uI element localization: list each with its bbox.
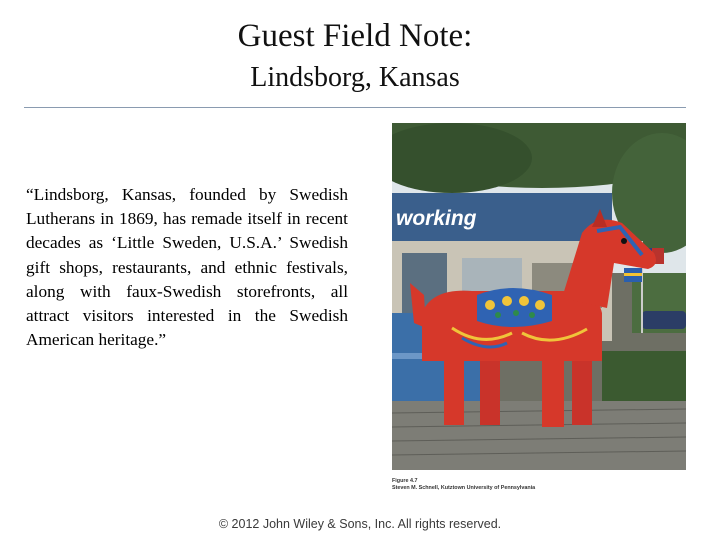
photo-caption <box>392 478 686 492</box>
dala-horse-illustration <box>392 123 686 470</box>
caption-credit: Steven M. Schnell, Kutztown University of Pennsylvania <box>392 485 536 491</box>
quote-text: “Lindsborg, Kansas, founded by Swedish Lutherans in 1869, has remade itself in recent decades as ‘Little Sweden, U.S.A.’ Swedish gift shops, restaurants, and ethnic festivals, along with faux-Swedish storefronts, all attract visitors interested in the Swedish American heritage.” <box>26 185 348 350</box>
title-divider <box>24 107 686 108</box>
dala-horse-photo <box>392 123 686 470</box>
copyright-footer: © 2012 John Wiley & Sons, Inc. All rights reserved. <box>218 517 502 531</box>
storefront-sign: working <box>396 207 477 230</box>
caption-figure: Figure 4.7 <box>392 478 418 484</box>
slide-title: Guest Field Note: <box>237 18 473 54</box>
slide-subtitle: Lindsborg, Kansas <box>250 62 460 93</box>
